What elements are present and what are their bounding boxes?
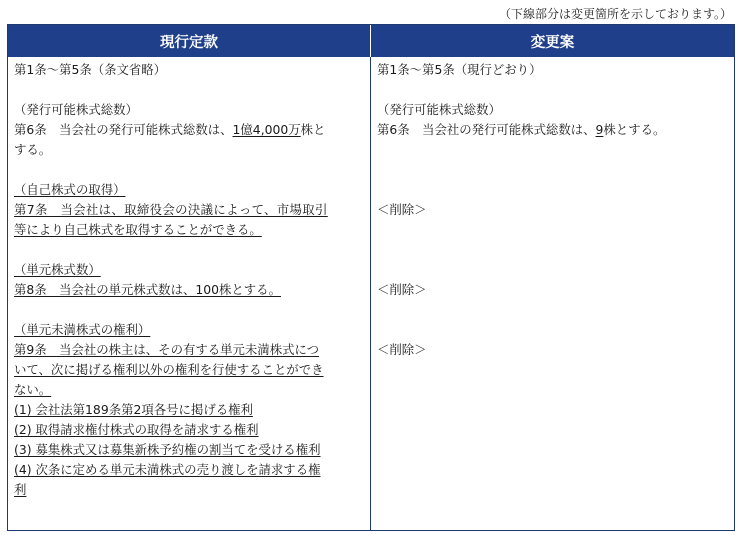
current-art9-item4-line1: (4) 次条に定める単元未満株式の売り渡しを請求する権 (14, 462, 321, 477)
table-body (8, 57, 734, 530)
proposed-art6-text-c: 株とする。 (603, 122, 666, 137)
current-art8-line1: 第8条 当会社の単元株式数は、100株とする。 (14, 282, 281, 297)
proposed-art6-caption: （発行可能株式総数） (377, 102, 501, 117)
proposed-art7-deleted: ＜削除＞ (377, 202, 427, 217)
current-art7-caption: （自己株式の取得） (14, 182, 126, 197)
proposed-art6-line1 (377, 121, 665, 139)
current-art6-amount: 1億4,000万 (232, 122, 301, 137)
current-art7-line2: 等により自己株式を取得することができる。 (14, 222, 262, 237)
proposed-art6-text-a: 第6条 当会社の発行可能株式総数は、 (377, 122, 596, 137)
current-art9-item2: (2) 取得請求権付株式の取得を請求する権利 (14, 422, 259, 437)
current-art9-item4-line2: 利 (14, 482, 27, 497)
current-art8-caption: （単元株式数） (14, 262, 101, 277)
current-art9-item1: (1) 会社法第189条第2項各号に掲げる権利 (14, 402, 253, 417)
current-art6-text-c: 株と (300, 122, 326, 137)
proposed-art8-deleted: ＜削除＞ (377, 282, 427, 297)
current-art9-line2: いて、次に掲げる権利以外の権利を行使することができ (14, 362, 324, 377)
current-art6-text-a: 第6条 当会社の発行可能株式総数は、 (14, 122, 233, 137)
proposed-art9-deleted: ＜削除＞ (377, 342, 427, 357)
current-art9-caption: （単元未満株式の権利） (14, 322, 151, 337)
current-art9-line3: ない。 (14, 382, 52, 397)
amendment-comparison-table (7, 24, 735, 531)
header-current: 現行定款 (8, 25, 371, 57)
table-header (8, 25, 734, 57)
current-art9-item3: (3) 募集株式又は募集新株予約権の割当てを受ける権利 (14, 442, 321, 457)
proposed-column (371, 57, 734, 530)
current-art6-line1 (14, 121, 325, 139)
current-art6-caption: （発行可能株式総数） (14, 102, 138, 117)
change-note: （下線部分は変更箇所を示しております。） (498, 7, 732, 21)
proposed-art1-5: 第1条〜第5条（現行どおり） (377, 62, 542, 77)
current-art9-line1: 第9条 当会社の株主は、その有する単元未満株式につ (14, 342, 320, 357)
current-art6-line2: する。 (14, 142, 52, 157)
current-art1-5: 第1条〜第5条（条文省略） (14, 62, 167, 77)
proposed-art6-amount: 9 (595, 122, 604, 137)
current-art7-line1: 第7条 当会社は、取締役会の決議によって、市場取引 (14, 202, 328, 217)
current-column (8, 57, 371, 530)
header-proposed: 変更案 (530, 34, 575, 51)
